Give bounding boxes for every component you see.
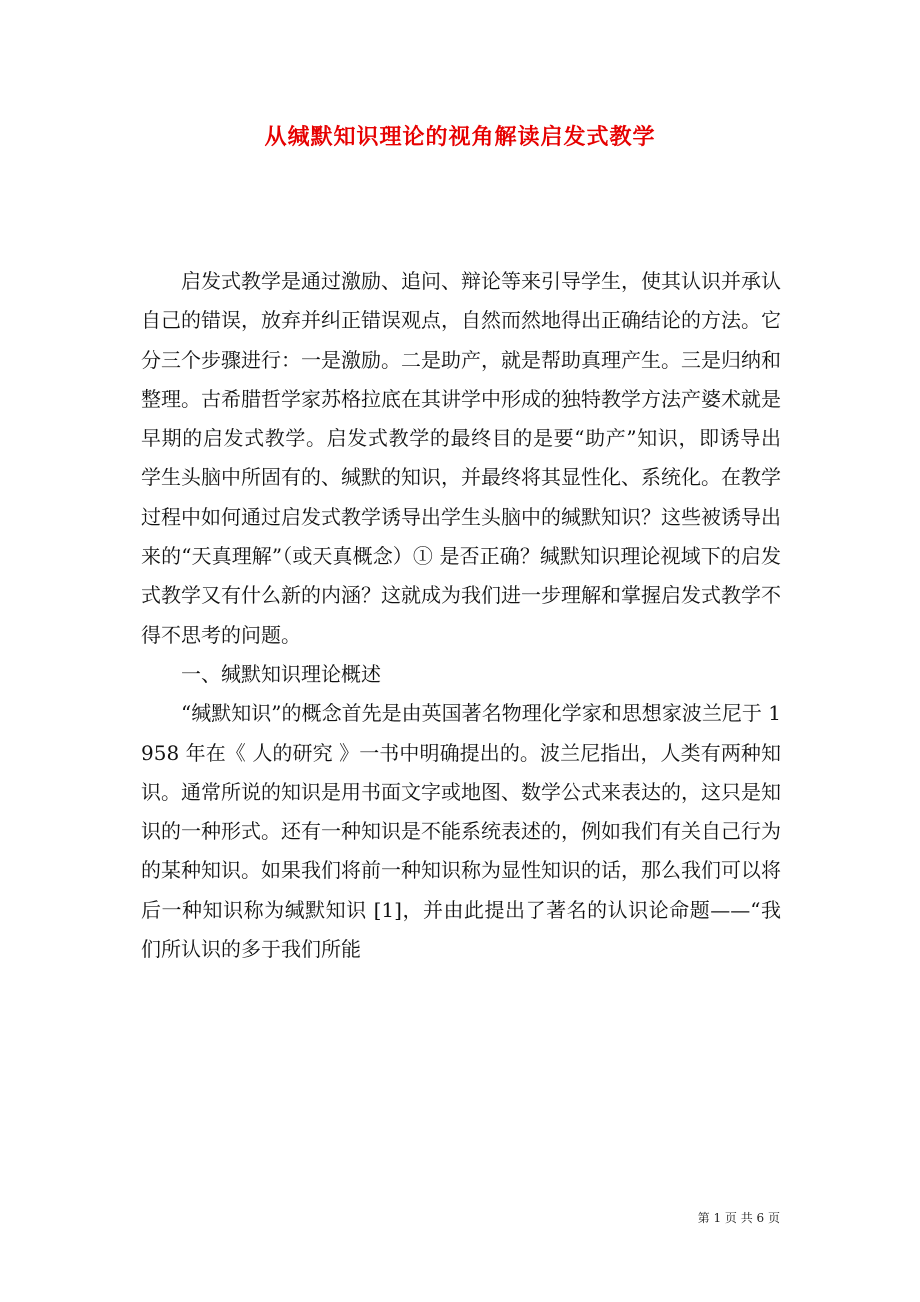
- section-heading: 一、缄默知识理论概述: [181, 661, 381, 686]
- paragraph-tacit-knowledge: “缄默知识”的概念首先是由英国著名物理化学家和思想家波兰尼于 1958 年在《 人的研究 》一书中明确提出的。波兰尼指出，人类有两种知识。通常所说的知识是用书面文字或地图、数学公式来表达的，这只是知识的一种形式。还有一种知识是不能系统表述的，例如我们有关自己行为的某种知识。如果我们将前一种知识称为显性知识的话，那么我们可以将后一种知识称为缄默知识 [1]，并由此提出了著名的认识论命题——“我们所认识的多于我们所能: [141, 701, 781, 962]
- document-body: [141, 262, 781, 969]
- paragraph-intro: 启发式教学是通过激励、追问、辩论等来引导学生，使其认识并承认自己的错误，放弃并纠正错误观点，自然而然地得出正确结论的方法。它分三个步骤进行：一是激励。二是助产，就是帮助真理产生。三是归纳和整理。古希腊哲学家苏格拉底在其讲学中形成的独特教学方法产婆术就是早期的启发式教学。启发式教学的最终目的是要“助产”知识，即诱导出学生头脑中所固有的、缄默的知识，并最终将其显性化、系统化。在教学过程中如何通过启发式教学诱导出学生头脑中的缄默知识？这些被诱导出来的“天真理解”（或天真概念）① 是否正确？缄默知识理论视域下的启发式教学又有什么新的内涵？这就成为我们进一步理解和掌握启发式教学不得不思考的问题。: [141, 269, 781, 647]
- page-footer: 第 1 页 共 6 页: [697, 1211, 780, 1225]
- document-title: 从缄默知识理论的视角解读启发式教学: [264, 124, 656, 150]
